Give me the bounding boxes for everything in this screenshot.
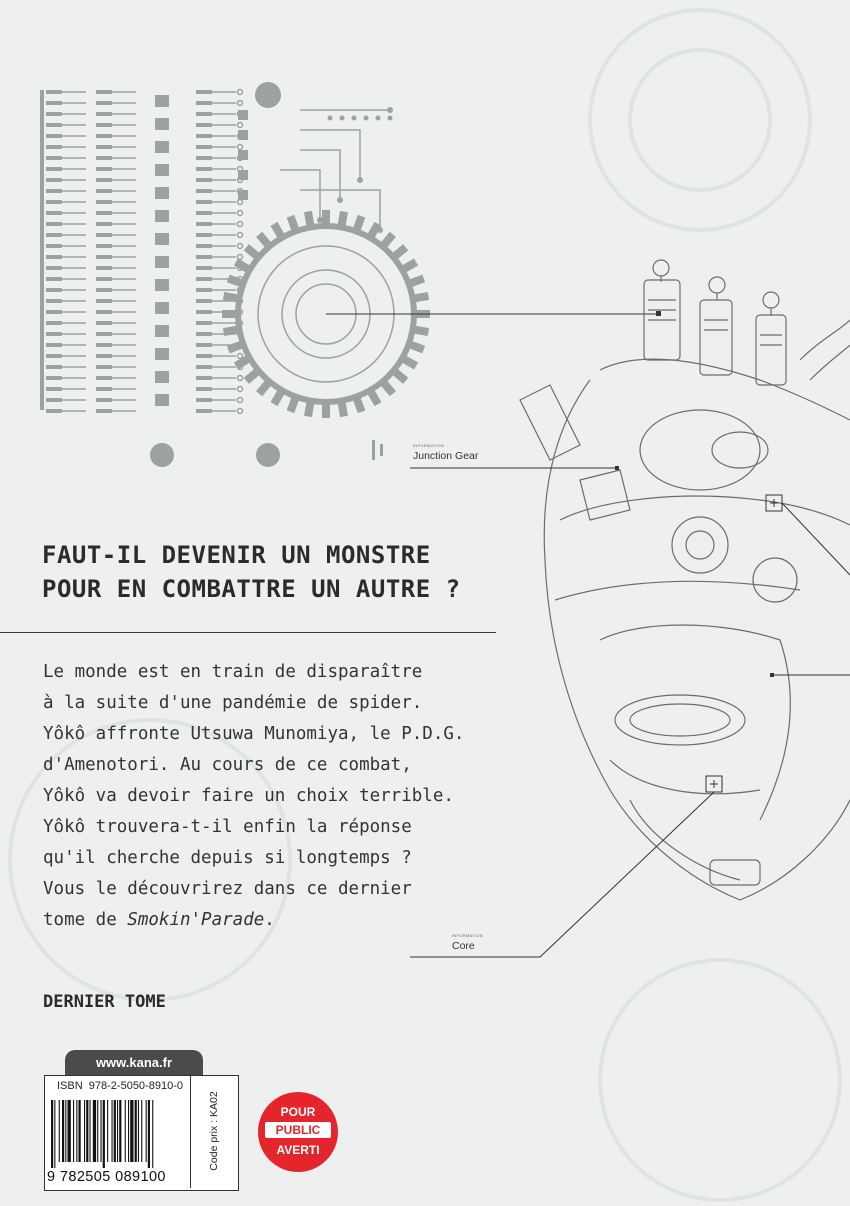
series-title: Smokin'Parade	[127, 910, 265, 930]
synopsis-line: Yôkô trouvera-t-il enfin la réponse	[43, 817, 412, 837]
synopsis-suffix: .	[264, 910, 275, 930]
callout-label: Junction Gear	[413, 450, 479, 462]
synopsis-line: Yôkô affronte Utsuwa Munomiya, le P.D.G.	[43, 724, 465, 744]
barcode-digits: 9 782505 089100	[47, 1169, 166, 1185]
synopsis-line: qu'il cherche depuis si longtemps ?	[43, 848, 412, 868]
callout-tag: INFORMATION	[413, 443, 445, 448]
callout-tag: INFORMATION	[452, 933, 484, 938]
price-code: Code prix : KA02	[208, 1091, 220, 1171]
headline-line-2: POUR EN COMBATTRE UN AUTRE ?	[42, 575, 461, 603]
isbn-label: ISBN 978-2-5050-8910-0	[57, 1080, 183, 1092]
headline-line-1: FAUT-IL DEVENIR UN MONSTRE	[42, 541, 431, 569]
callout-core	[452, 933, 484, 952]
synopsis-line: Yôkô va devoir faire un choix terrible.	[43, 786, 454, 806]
synopsis-prefix: tome de	[43, 910, 128, 930]
synopsis-line-last	[43, 905, 464, 936]
price-code-box	[190, 1074, 237, 1188]
headline	[42, 538, 461, 606]
rating-badge	[258, 1092, 338, 1172]
synopsis-line: Vous le découvrirez dans ce dernier	[43, 879, 412, 899]
synopsis-line: à la suite d'une pandémie de spider.	[43, 693, 423, 713]
divider-rule	[0, 632, 496, 633]
synopsis	[43, 657, 464, 936]
rating-line-2: PUBLIC	[265, 1122, 331, 1138]
synopsis-line: Le monde est en train de disparaître	[43, 662, 423, 682]
barcode-bars	[51, 1100, 191, 1168]
publisher-website: www.kana.fr	[65, 1050, 203, 1075]
rating-line-3: AVERTI	[276, 1143, 320, 1157]
callout-junction-gear	[413, 443, 479, 462]
rating-line-1: POUR	[280, 1105, 316, 1119]
callout-label: Core	[452, 940, 475, 952]
final-volume-label: DERNIER TOME	[43, 992, 166, 1012]
synopsis-line: d'Amenotori. Au cours de ce combat,	[43, 755, 412, 775]
